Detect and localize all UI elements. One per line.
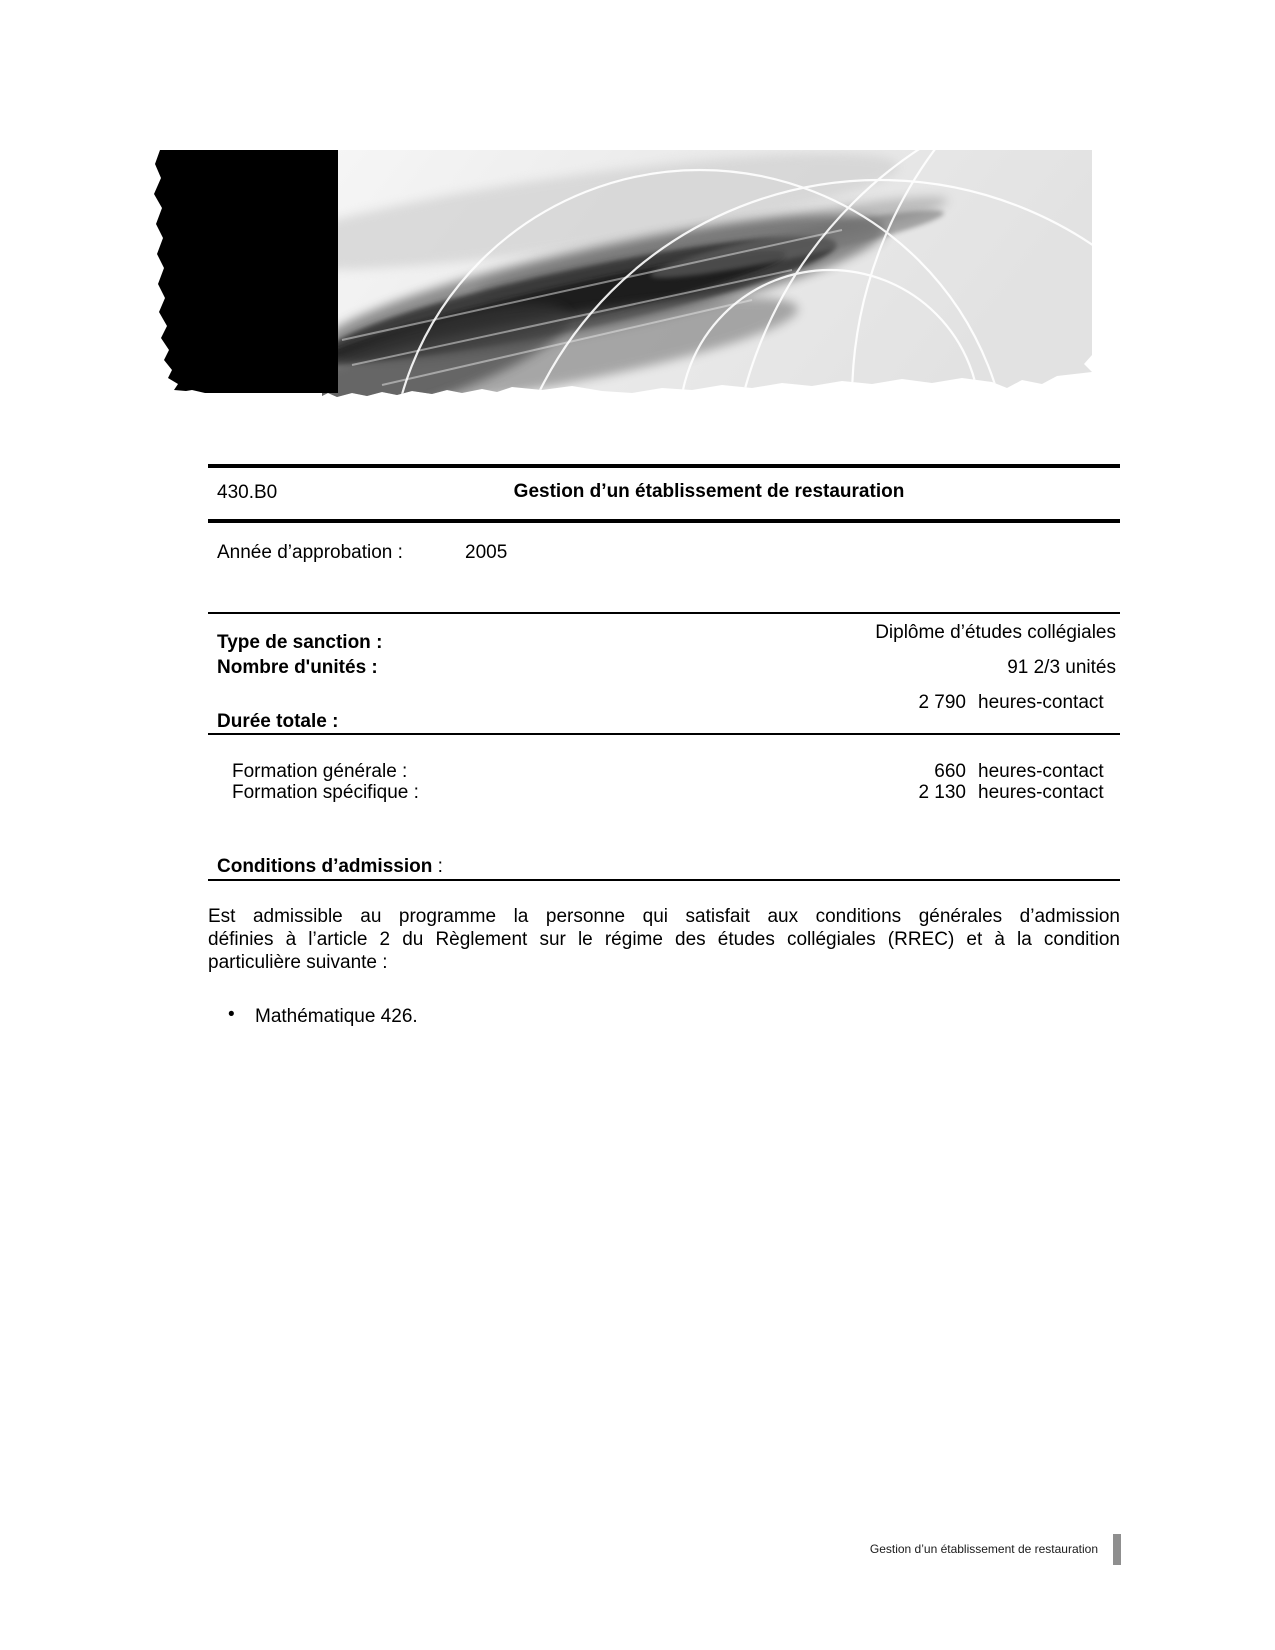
approval-year-value: 2005 [465, 542, 508, 563]
sanction-rule-top [208, 612, 1120, 614]
title-rule-bottom [208, 519, 1120, 523]
general-training-unit: heures-contact [978, 761, 1104, 782]
bullet-text: Mathématique 426. [255, 1006, 418, 1027]
general-training-label: Formation générale : [232, 761, 408, 782]
admission-rule [208, 879, 1120, 881]
admission-paragraph-line: Est admissible au programme la personne qui satisfait aux conditions générales d’admission [208, 906, 1120, 927]
admission-paragraph-line: définies à l’article 2 du Règlement sur le régime des études collégiales (RREC) et à la condition [208, 929, 1120, 950]
sanction-type-label: Type de sanction : [217, 632, 383, 653]
footer-running-title: Gestion d’un établissement de restauration [869, 1542, 1098, 1556]
title-rule-top [208, 464, 1120, 468]
specific-training-hours: 2 130 [918, 782, 966, 803]
admission-heading-colon: : [432, 856, 443, 877]
footer-accent-bar [1113, 1534, 1121, 1565]
general-training-hours: 660 [934, 761, 966, 782]
admission-paragraph-line: particulière suivante : [208, 952, 388, 973]
admission-heading-text: Conditions d’admission [217, 856, 433, 877]
bullet-marker: • [228, 1004, 235, 1025]
approval-year-label: Année d’approbation : [217, 542, 403, 563]
units-label: Nombre d'unités : [217, 657, 378, 678]
header-banner-art [152, 150, 1092, 400]
admission-heading [217, 855, 443, 879]
total-duration-label: Durée totale : [217, 711, 339, 732]
specific-training-unit: heures-contact [978, 782, 1104, 803]
total-duration-unit: heures-contact [978, 692, 1104, 713]
banner-art-svg [152, 150, 1092, 400]
units-value: 91 2/3 unités [1007, 657, 1116, 678]
program-code: 430.B0 [217, 482, 278, 503]
page-title: Gestion d’un établissement de restauration [513, 481, 905, 502]
sanction-type-value: Diplôme d’études collégiales [875, 622, 1116, 643]
banner-black-block [154, 150, 338, 393]
total-duration-number: 2 790 [918, 692, 966, 713]
admission-paragraph [208, 905, 1120, 974]
specific-training-label: Formation spécifique : [232, 782, 419, 803]
sanction-rule-bottom [208, 733, 1120, 735]
